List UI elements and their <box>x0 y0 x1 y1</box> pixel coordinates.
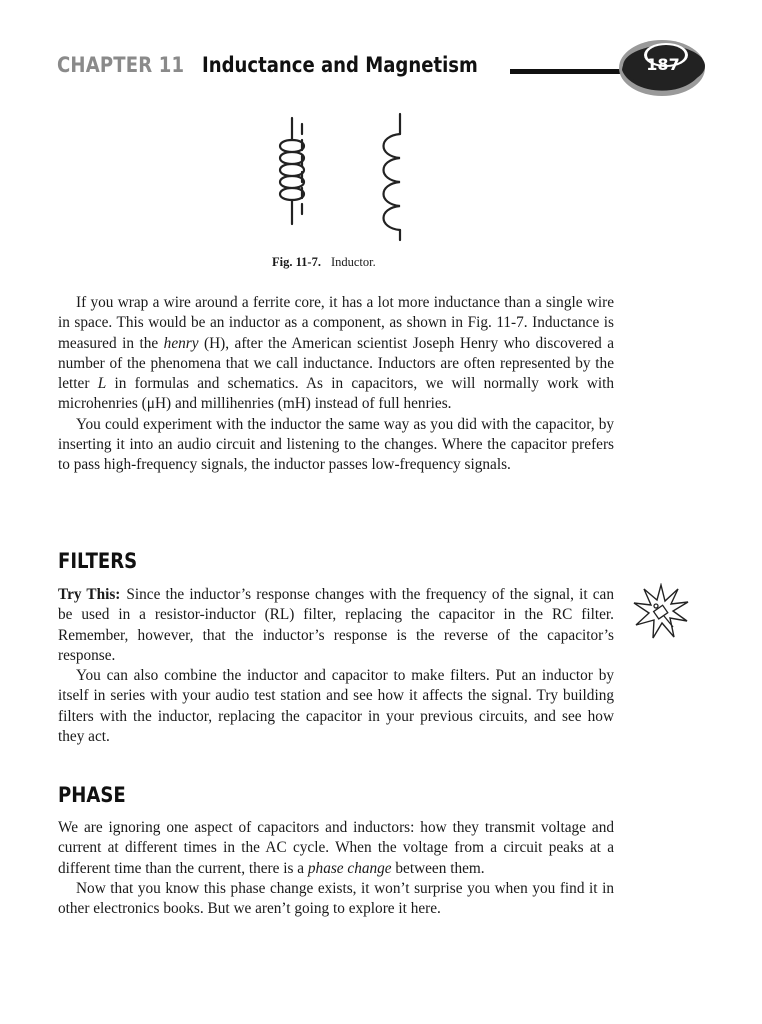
page-number: 187 <box>646 55 680 74</box>
intro-section <box>58 293 614 476</box>
chapter-label: CHAPTER 11 <box>57 53 185 77</box>
try-this-label: Try This: <box>58 586 121 603</box>
chapter-title: Inductance and Magnetism <box>202 53 478 77</box>
figure-label: Fig. 11-7. <box>272 255 321 269</box>
inductor-symbols-icon <box>266 112 416 242</box>
intro-paragraph-1: If you wrap a wire around a ferrite core, it has a lot more inductance than a single wire in space. This would be an inductor as a component, as shown in Fig. 11-7. Inductance is measured in the henry (H), after the American scientist Joseph Henry who discovered a number of the phenomena that we call inductance. Inductors are often represented by the letter L in formulas and schematics. As in capacitors, we will normally work with microhenries (μH) and millihenries (mH) instead of full henries. <box>58 294 614 413</box>
filters-section <box>58 585 614 747</box>
try-this-paragraph: Try This: Since the inductor’s response changes with the frequency of the signal, it can be used in a resistor-inductor (RL) filter, replacing the capacitor in the RC filter. Remember, however, that the inductor’s response is the reverse of the capacitor’s response. <box>58 586 614 664</box>
starburst-icon <box>632 583 690 641</box>
phase-paragraph-1: We are ignoring one aspect of capacitors and inductors: how they transmit voltage and current at different times in the AC cycle. When the voltage from a circuit peaks at a different time than the current, there is a phase change between them. <box>58 819 614 877</box>
figure-caption <box>272 255 376 270</box>
filters-paragraph-2: You can also combine the inductor and capacitor to make filters. Put an inductor by itself in series with your audio test station and see how it affects the signal. Try building filters with the inductor, replacing the capacitor in your previous circuits, and see how they act. <box>58 667 614 746</box>
page-header <box>57 50 707 100</box>
figure-caption-text: Inductor. <box>330 255 376 269</box>
intro-paragraph-2: You could experiment with the inductor the same way as you did with the capacitor, by inserting it into an audio circuit and listening to the changes. Where the capacitor prefers to pass high-frequency signals, the inductor passes low-frequency signals. <box>58 415 614 474</box>
filters-heading: FILTERS <box>58 549 138 573</box>
phase-heading: PHASE <box>58 783 126 807</box>
phase-section <box>58 818 614 919</box>
phase-paragraph-2: Now that you know this phase change exists, it won’t surprise you when you find it in other electronics books. But we aren’t going to explore it here. <box>58 879 614 918</box>
